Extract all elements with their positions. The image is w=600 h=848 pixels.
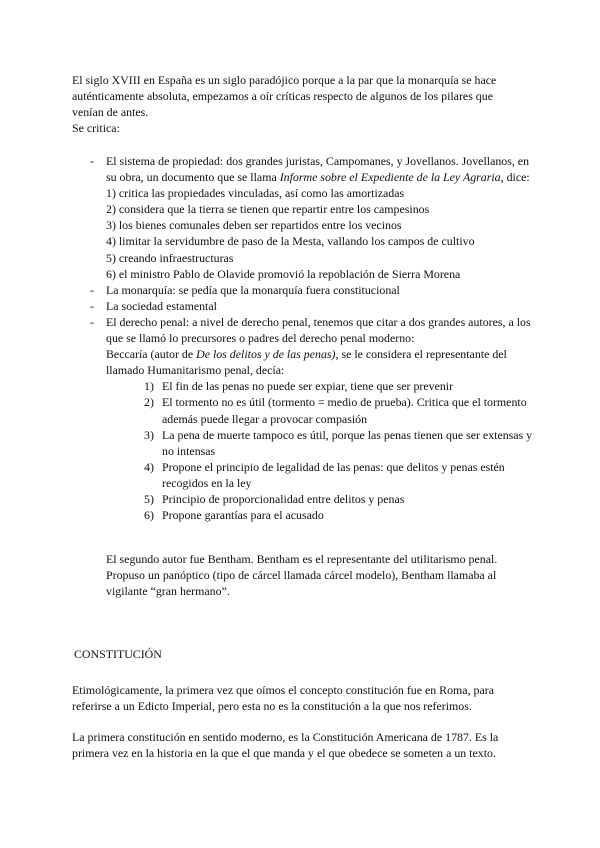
list-item: 6) el ministro Pablo de Olavide promovió la repoblación de Sierra Morena [106,266,461,281]
list-item-propiedad [90,153,535,282]
list-item: 5) creando infraestructuras [106,250,234,265]
list-item-monarquia: - La monarquía: se pedía que la monarquía fuera constitucional [90,282,535,298]
list-item [144,491,535,507]
bentham-paragraph: El segundo autor fue Bentham. Bentham es el representante del utilitarismo penal. Propuso un panóptico (tipo de cárcel llamada cárcel modelo), Bentham llamaba al vigilante “gran hermano”. [106,552,498,599]
propiedad-paragraph [106,153,535,185]
list-item: 2) considera que la tierra se tienen que repartir entre los campesinos [106,202,430,217]
critique-list [90,153,535,523]
jovellanos-points [106,185,535,282]
item-number: 1) [144,379,154,394]
list-item-sociedad: - La sociedad estamental [90,298,535,314]
list-item [144,507,535,523]
item-text: El tormento no es útil (tormento = medio de prueba). Critica que el tormento además puede llegar a provocar compasión [162,395,527,426]
section-heading: CONSTITUCIÓN [74,647,162,661]
item-text: La pena de muerte tampoco es útil, porque las penas tienen que ser extensas y no intensas [162,427,533,458]
item-text: El fin de las penas no puede ser expiar, tiene que ser prevenir [162,379,454,394]
item-number: 4) [144,459,154,474]
list-item [144,394,535,426]
propiedad-text: El sistema de propiedad: dos grandes juristas, Campomanes, y Jovellanos. Jovellanos, en su obra, un documento que se llama [106,154,530,185]
constitucion-paragraph-1: Etimológicamente, la primera vez que oímos el concepto constitución fue en Roma, para referirse a un Edicto Imperial, pero esta no es la constitución a la que nos referimos. [72,683,494,714]
penal-paragraph: - El derecho penal: a nivel de derecho penal, tenemos que citar a dos grandes autores, a los que se llamó lo precursores o padres del derecho penal moderno: [106,314,531,346]
list-item: 3) los bienes comunales deben ser repartidos entre los vecinos [106,218,402,233]
propiedad-text-end: , dice: [500,170,530,185]
item-number: 2) [144,395,154,410]
list-item [144,427,535,459]
beccaria-text: Beccaría (autor de [106,347,197,362]
intro-paragraph: El siglo XVIII en España es un siglo paradójico porque a la par que la monarquía se hace auténticamente absoluta, empezamos a oír críticas respecto de algunos de los pilares que venían de antes. [72,73,497,120]
beccaria-paragraph [106,346,535,378]
list-item [144,459,535,491]
beccaria-text-end: , se le considera el representante del llamado Humanitarismo penal, decía: [106,347,507,378]
list-item [144,378,535,394]
item-text: Propone el principio de legalidad de las penas: que delitos y penas estén recogidos en la ley [162,459,505,490]
intro-critica: Se critica: [72,121,120,136]
list-item: 1) critica las propiedades vinculadas, así como las amortizadas [106,186,405,201]
beccaria-work-title: De los delitos y de las penas) [196,347,336,362]
item-text: Propone garantías para el acusado [162,508,324,523]
intro-block [72,72,522,136]
item-text: Principio de proporcionalidad entre delitos y penas [162,491,405,506]
constitucion-paragraph-2: La primera constitución en sentido moderno, es la Constitución Americana de 1787. Es la primera vez en la historia en la que el que manda y el que obedece se someten a un texto. [72,730,499,761]
item-number: 6) [144,508,154,523]
jovellanos-work-title: Informe sobre el Expediente de la Ley Agraria [279,170,501,185]
list-item-penal [90,314,535,523]
list-item: 4) limitar la servidumbre de paso de la Mesta, vallando los campos de cultivo [106,234,475,249]
beccaria-points [106,378,535,523]
item-number: 3) [144,427,154,442]
item-number: 5) [144,491,154,506]
